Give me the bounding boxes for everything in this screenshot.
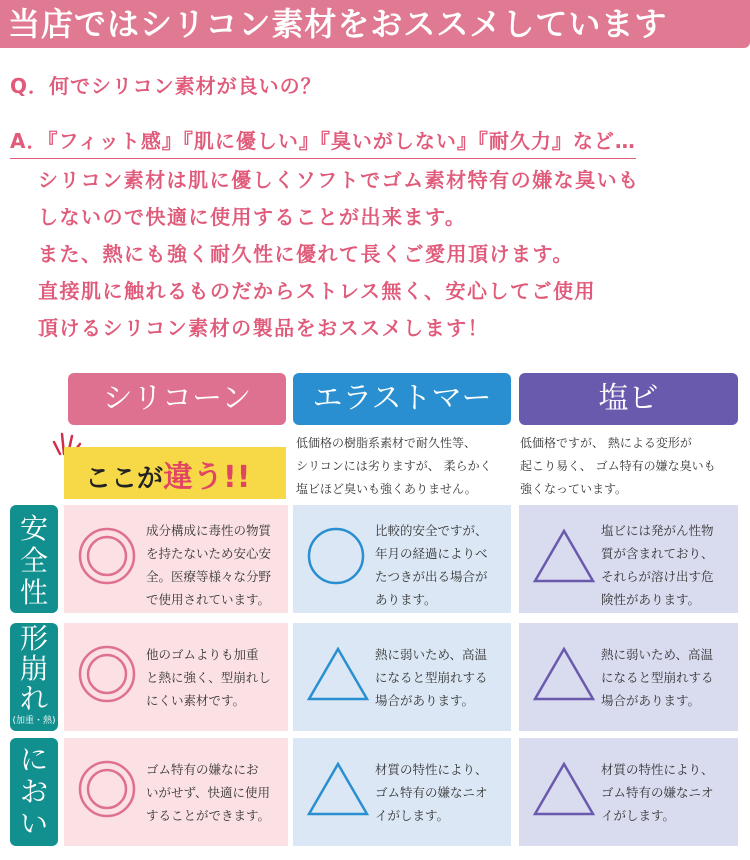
- answer-line: しないので快適に使用することが出来ます。: [38, 205, 467, 229]
- cell-line: と熱に強く、型崩れし: [146, 670, 271, 685]
- answer-line: 直接肌に触れるものだからストレス無く、安心してご使用: [38, 279, 596, 303]
- description-line: 塩ビほど臭いも強くありません。: [296, 482, 477, 496]
- cell-text: [601, 758, 714, 827]
- cell-text: [375, 519, 488, 611]
- cell-safety-pvc: [519, 505, 738, 613]
- row-label-deformation: [10, 623, 58, 731]
- cell-text: [375, 758, 488, 827]
- cell-line: ゴム特有の嫌なにお: [146, 762, 259, 777]
- cell-odor-silicone: [64, 738, 288, 846]
- badge-text-a: ここが: [85, 464, 164, 494]
- row-label-char: 性: [19, 576, 48, 609]
- badge-text-b: 違う!!: [163, 460, 251, 495]
- triangle-icon: [305, 758, 371, 820]
- badge-text: [85, 452, 250, 496]
- cell-line: 他のゴムよりも加重: [146, 647, 259, 662]
- row-label-odor: [10, 738, 58, 846]
- column-header-silicone: シリコーン: [68, 373, 286, 425]
- answer-line: 頂けるシリコン素材の製品をおススメします！: [38, 316, 490, 340]
- cell-line: 熱に弱いため、高温: [375, 647, 488, 662]
- cell-line: にくい素材です。: [146, 693, 246, 708]
- description-line: 低価格の樹脂系素材で耐久性等、: [296, 436, 477, 450]
- cell-deformation-pvc: [519, 623, 738, 731]
- row-label-char: お: [19, 775, 48, 808]
- cell-line: することができます。: [146, 808, 271, 823]
- triangle-icon: [305, 643, 371, 705]
- double-circle-icon: [76, 525, 138, 587]
- answer-heading: A．『フィット感』『肌に優しい』『臭いがしない』『耐久力』など…: [10, 125, 636, 159]
- triangle-icon: [531, 643, 597, 705]
- row-label-char: 安: [19, 512, 48, 545]
- cell-line: 材質の特性により、: [375, 762, 488, 777]
- cell-line: 質が含まれており、: [601, 546, 714, 561]
- cell-deformation-elastomer: [293, 623, 511, 731]
- cell-line: になると型崩れする: [601, 670, 714, 685]
- triangle-icon: [531, 525, 597, 587]
- cell-text: [375, 643, 488, 712]
- cell-line: たつきが出る場合が: [375, 569, 488, 584]
- question: Q．何でシリコン素材が良いの？: [10, 74, 322, 98]
- row-label-char: れ: [19, 682, 48, 715]
- cell-line: ゴム特有の嫌なニオ: [601, 785, 714, 800]
- double-circle-icon: [76, 758, 138, 820]
- cell-line: 材質の特性により、: [601, 762, 714, 777]
- circle-icon: [305, 525, 367, 587]
- cell-line: あります。: [375, 592, 437, 607]
- row-label-char: 形: [19, 622, 48, 655]
- cell-line: 場合があります。: [375, 693, 475, 708]
- cell-text: [146, 519, 271, 611]
- triangle-icon: [531, 758, 597, 820]
- pvc-description: [520, 432, 716, 501]
- row-label-char: に: [19, 743, 48, 776]
- double-circle-icon: [76, 643, 138, 705]
- description-line: 強くなっています。: [520, 482, 628, 496]
- cell-line: イがします。: [375, 808, 450, 823]
- cell-line: それらが溶け出す危: [601, 569, 714, 584]
- cell-line: で使用されています。: [146, 592, 271, 607]
- cell-line: 比較的安全ですが、: [375, 523, 488, 538]
- row-sublabel: (加重・熱): [12, 716, 56, 726]
- cell-text: [146, 758, 270, 827]
- cell-line: 塩ビには発がん性物: [601, 523, 714, 538]
- cell-line: 場合があります。: [601, 693, 701, 708]
- elastomer-description: [296, 432, 492, 501]
- description-line: 低価格ですが、 熱による変形が: [520, 436, 692, 450]
- cell-safety-elastomer: [293, 505, 511, 613]
- cell-line: 成分構成に毒性の物質: [146, 523, 272, 538]
- cell-line: 熱に弱いため、高温: [601, 647, 714, 662]
- answer-line: また、熱にも強く耐久性に優れて長くご愛用頂けます。: [38, 242, 574, 266]
- cell-line: 全。医療等様々な分野: [146, 569, 272, 584]
- cell-line: 険性があります。: [601, 592, 701, 607]
- answer-line: シリコン素材は肌に優しくソフトでゴム素材特有の嫌な臭いも: [38, 168, 640, 192]
- cell-text: [601, 643, 714, 712]
- row-label-safety: [10, 505, 58, 613]
- row-label-char: 崩: [19, 652, 48, 685]
- cell-safety-silicone: [64, 505, 288, 613]
- description-line: シリコンには劣りますが、 柔らかく: [296, 459, 492, 473]
- cell-line: イがします。: [601, 808, 676, 823]
- cell-text: [601, 519, 714, 611]
- cell-odor-elastomer: [293, 738, 511, 846]
- cell-line: になると型崩れする: [375, 670, 488, 685]
- row-label-char: い: [19, 807, 48, 840]
- cell-text: [146, 643, 271, 712]
- cell-line: いがせず、快適に使用: [146, 785, 271, 800]
- cell-deformation-silicone: [64, 623, 288, 731]
- column-header-pvc: 塩ビ: [519, 373, 738, 425]
- answer-body: [38, 162, 738, 347]
- cell-line: を持たないため安心安: [146, 546, 272, 561]
- page-banner: 当店ではシリコン素材をおススメしています: [0, 0, 750, 48]
- cell-line: ゴム特有の嫌なニオ: [375, 785, 488, 800]
- cell-line: 年月の経過によりべ: [375, 546, 488, 561]
- column-header-elastomer: エラストマー: [293, 373, 511, 425]
- row-label-char: 全: [19, 544, 48, 577]
- description-line: 起こり易く、 ゴム特有の嫌な臭いも: [520, 459, 716, 473]
- cell-odor-pvc: [519, 738, 738, 846]
